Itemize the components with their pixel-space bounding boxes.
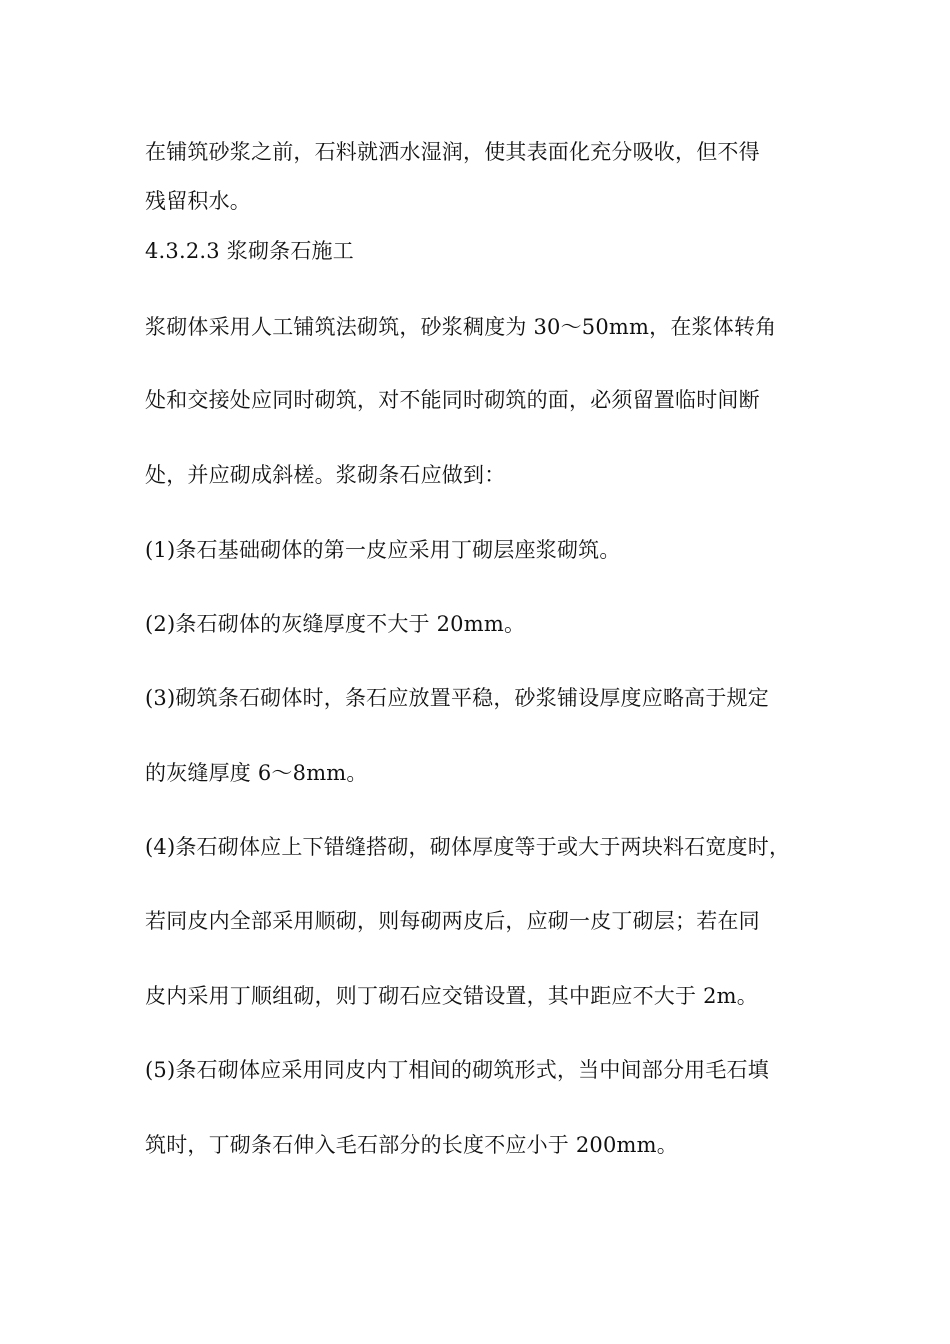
- list-item: (2)条石砌体的灰缝厚度不大于 20mm。: [145, 612, 526, 636]
- list-item-continuation: 皮内采用丁顺组砌，则丁砌石应交错设置，其中距应不大于 2m。: [145, 984, 758, 1008]
- list-item: (4)条石砌体应上下错缝搭砌，砌体厚度等于或大于两块料石宽度时，: [145, 835, 791, 859]
- list-item: (5)条石砌体应采用同皮内丁相间的砌筑形式，当中间部分用毛石填: [145, 1058, 769, 1082]
- paragraph-line: 残留积水。: [145, 189, 251, 213]
- paragraph-line: 在铺筑砂浆之前，石料就洒水湿润，使其表面化充分吸收，但不得: [145, 140, 760, 164]
- list-item: (3)砌筑条石砌体时，条石应放置平稳，砂浆铺设厚度应略高于规定: [145, 686, 769, 710]
- paragraph-line: 处和交接处应同时砌筑，对不能同时砌筑的面，必须留置临时间断: [145, 388, 760, 412]
- paragraph-line: 处，并应砌成斜槎。浆砌条石应做到：: [145, 463, 506, 487]
- section-heading: 4.3.2.3 浆砌条石施工: [145, 239, 354, 263]
- list-item-continuation: 筑时，丁砌条石伸入毛石部分的长度不应小于 200mm。: [145, 1133, 678, 1157]
- list-item-continuation: 的灰缝厚度 6～8mm。: [145, 761, 368, 785]
- paragraph-line: 浆砌体采用人工铺筑法砌筑，砂浆稠度为 30～50mm，在浆体转角: [145, 315, 777, 339]
- list-item-continuation: 若同皮内全部采用顺砌，则每砌两皮后，应砌一皮丁砌层；若在同: [145, 909, 760, 933]
- list-item: (1)条石基础砌体的第一皮应采用丁砌层座浆砌筑。: [145, 538, 621, 562]
